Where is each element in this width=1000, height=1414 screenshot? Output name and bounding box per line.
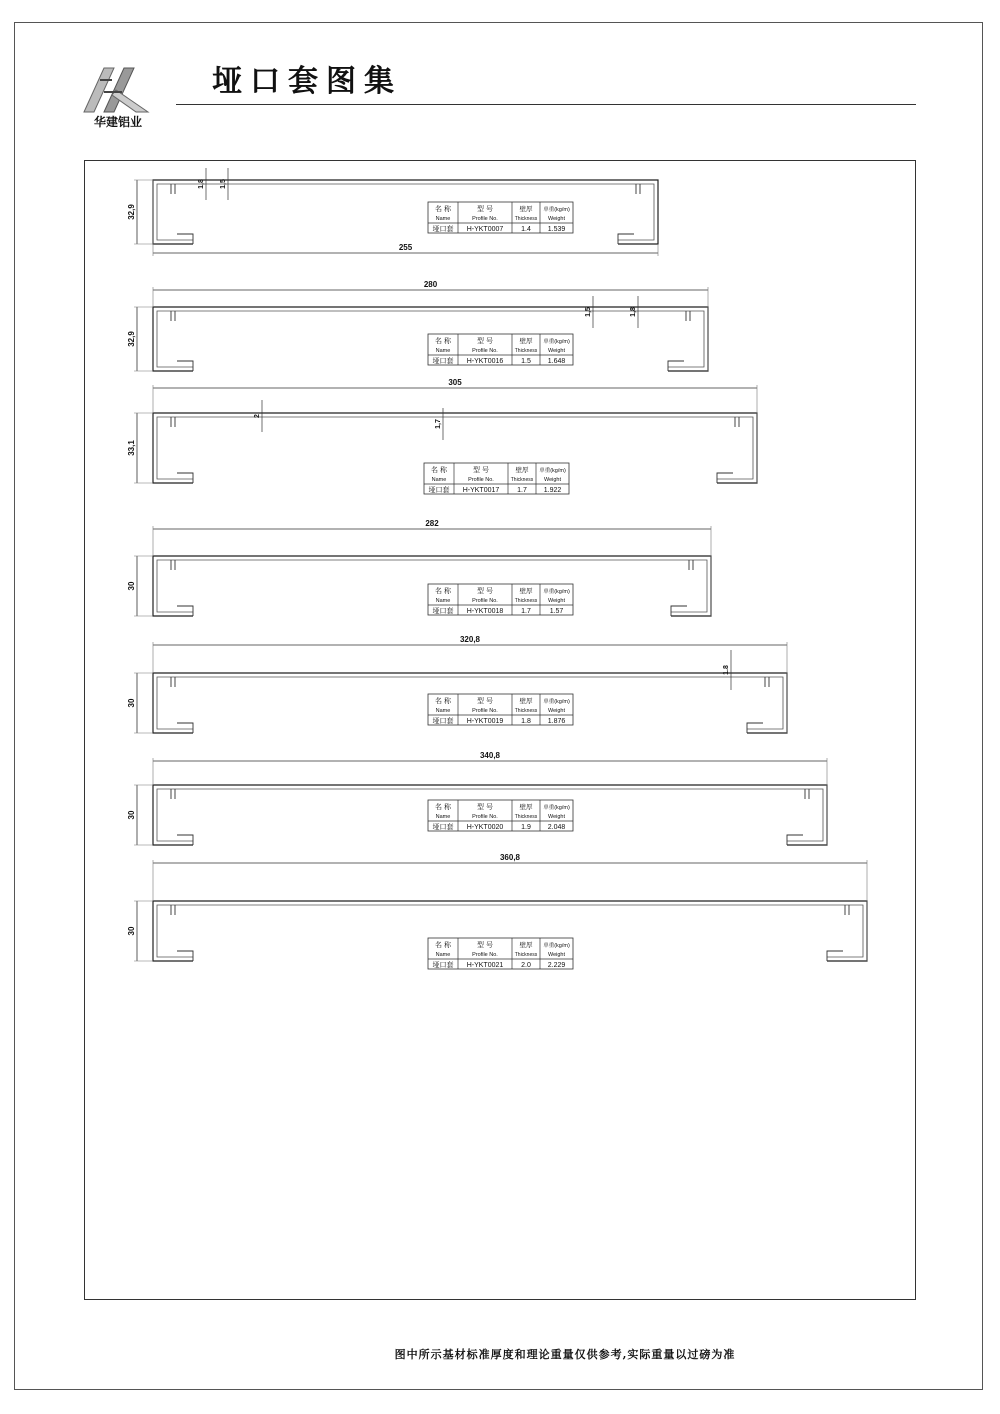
header-name-en: Name [435,348,451,354]
right-clip [747,723,763,733]
header-weight-cn: 单重(kg/m) [543,339,570,345]
cell-thickness: 1.7 [521,608,531,615]
width-dimension-label: 360,8 [499,853,521,862]
header-name-en: Name [435,952,451,958]
header-model-cn: 型 号 [477,698,493,705]
header-name-en: Name [435,708,451,714]
cell-weight: 1.922 [543,487,562,494]
header-weight-en: Weight [547,598,566,604]
header-thickness-en: Thickness [514,708,538,714]
header-model-cn: 型 号 [477,942,493,949]
profile-drawing-7 [127,853,867,969]
spec-table [428,694,573,725]
cell-name: 垭口套 [432,608,454,615]
right-clip [717,473,733,483]
cell-weight: 1.539 [547,226,566,233]
right-clip [668,361,684,371]
header-name-cn: 名 称 [435,942,451,949]
header-weight-en: Weight [547,952,566,958]
wall-thickness-label: 1,8 [198,179,205,189]
left-clip [177,723,193,733]
profile-drawing-3 [127,378,757,494]
spec-table [428,584,573,615]
right-lip [735,417,739,427]
spec-table [428,938,573,969]
right-clip [787,835,803,845]
header-model-cn: 型 号 [477,338,493,345]
width-dimension-label: 320,8 [459,635,481,644]
footer-note: 图中所示基材标准厚度和理论重量仅供参考,实际重量以过磅为准 [394,1348,736,1361]
header-weight-cn: 单重(kg/m) [543,805,570,811]
left-clip [177,473,193,483]
cell-thickness: 1.4 [521,226,531,233]
cell-model: H-YKT0016 [466,358,504,365]
header-thickness-cn: 壁厚 [519,698,533,705]
wall-thickness-label: 2 [254,414,261,418]
header-thickness-cn: 壁厚 [519,338,533,345]
header-name-en: Name [435,216,451,222]
width-dimension-label: 280 [423,280,438,289]
left-clip [177,361,193,371]
wall-thickness-label: 1,8 [630,307,637,317]
profile-inner-line [157,184,654,240]
header-model-en: Profile No. [472,598,498,604]
header-thickness-en: Thickness [514,814,538,820]
header-thickness-en: Thickness [514,598,538,604]
right-lip [689,560,693,570]
profile-drawing-2 [127,280,708,371]
cell-name: 垭口套 [432,226,454,233]
cell-weight: 1.876 [547,718,566,725]
width-dimension-label: 305 [448,378,462,387]
cell-weight: 2.048 [547,824,566,831]
height-dimension-label: 30 [127,926,136,936]
header-model-en: Profile No. [472,216,498,222]
height-dimension-label: 33,1 [127,440,136,456]
cell-thickness: 1.9 [521,824,531,831]
header-weight-cn: 单重(kg/m) [543,943,570,949]
header-name-cn: 名 称 [435,804,451,811]
left-clip [177,234,193,244]
header-name-en: Name [431,477,447,483]
profile-drawing-1 [127,168,658,256]
spec-table [424,463,569,494]
header-model-en: Profile No. [472,348,498,354]
right-clip [671,606,687,616]
header-thickness-cn: 壁厚 [519,942,533,949]
right-lip [765,677,769,687]
spec-table [428,202,573,233]
header-weight-en: Weight [547,708,566,714]
height-dimension-label: 30 [127,698,136,708]
header-name-en: Name [435,814,451,820]
spec-table [428,334,573,365]
cell-model: H-YKT0019 [466,718,504,725]
cell-model: H-YKT0021 [466,962,504,969]
header-name-en: Name [435,598,451,604]
header-thickness-cn: 壁厚 [515,467,529,474]
cell-weight: 1.57 [549,608,564,615]
header-name-cn: 名 称 [435,338,451,345]
header-weight-en: Weight [543,477,562,483]
header-thickness-en: Thickness [514,348,538,354]
header-weight-cn: 单重(kg/m) [543,589,570,595]
header-weight-cn: 单重(kg/m) [543,207,570,213]
header-thickness-cn: 壁厚 [519,588,533,595]
profile-drawing-5 [127,635,787,733]
height-dimension-label: 30 [127,581,136,591]
cell-name: 垭口套 [432,358,454,365]
header-thickness-cn: 壁厚 [519,206,533,213]
cell-thickness: 1.7 [517,487,527,494]
header-weight-en: Weight [547,348,566,354]
wall-thickness-label: 1.8 [723,665,730,675]
company-name: 华建铝业 [93,115,142,129]
header-name-cn: 名 称 [435,206,451,213]
header-weight-cn: 单重(kg/m) [543,699,570,705]
profile-drawing-4 [127,519,711,616]
header-weight-cn: 单重(kg/m) [539,468,566,474]
header-model-en: Profile No. [472,708,498,714]
cell-model: H-YKT0017 [462,487,500,494]
left-lip [171,417,175,427]
left-lip [171,905,175,915]
right-lip [845,905,849,915]
right-lip [636,184,640,194]
header-thickness-cn: 壁厚 [519,804,533,811]
right-clip [827,951,843,961]
cell-weight: 2.229 [547,962,566,969]
header-model-cn: 型 号 [477,588,493,595]
cell-name: 垭口套 [428,487,450,494]
cell-thickness: 1.5 [521,358,531,365]
header-model-en: Profile No. [472,952,498,958]
header-model-cn: 型 号 [473,467,489,474]
left-lip [171,184,175,194]
profile-drawing-6 [127,751,827,845]
header-model-cn: 型 号 [477,206,493,213]
wall-thickness-label: 1,5 [585,307,592,317]
header-thickness-en: Thickness [510,477,534,483]
cell-name: 垭口套 [432,718,454,725]
header-thickness-en: Thickness [514,952,538,958]
cell-name: 垭口套 [432,962,454,969]
header-name-cn: 名 称 [435,698,451,705]
left-lip [171,560,175,570]
cell-name: 垭口套 [432,824,454,831]
cell-model: H-YKT0018 [466,608,504,615]
profile-outline [153,180,658,244]
header-model-en: Profile No. [468,477,494,483]
width-dimension-label: 282 [425,519,439,528]
wall-thickness-label: 1,7 [435,419,442,429]
left-lip [171,311,175,321]
spec-table [428,800,573,831]
wall-thickness-label: 1,5 [220,179,227,189]
cell-weight: 1.648 [547,358,566,365]
header-weight-en: Weight [547,814,566,820]
height-dimension-label: 32,9 [127,331,136,347]
cell-model: H-YKT0020 [466,824,504,831]
header-name-cn: 名 称 [435,588,451,595]
header-weight-en: Weight [547,216,566,222]
left-clip [177,835,193,845]
header-name-cn: 名 称 [431,467,447,474]
right-lip [805,789,809,799]
header-model-en: Profile No. [472,814,498,820]
header-thickness-en: Thickness [514,216,538,222]
header-model-cn: 型 号 [477,804,493,811]
cell-model: H-YKT0007 [466,226,504,233]
width-dimension-label: 255 [398,243,413,252]
left-lip [171,789,175,799]
left-lip [171,677,175,687]
left-clip [177,951,193,961]
left-clip [177,606,193,616]
cell-thickness: 2.0 [521,962,531,969]
width-dimension-label: 340,8 [479,751,501,760]
page-title: 垭口套图集 [212,64,402,99]
height-dimension-label: 32,9 [127,204,136,220]
height-dimension-label: 30 [127,810,136,820]
right-lip [686,311,690,321]
cell-thickness: 1.8 [521,718,531,725]
right-clip [618,234,634,244]
